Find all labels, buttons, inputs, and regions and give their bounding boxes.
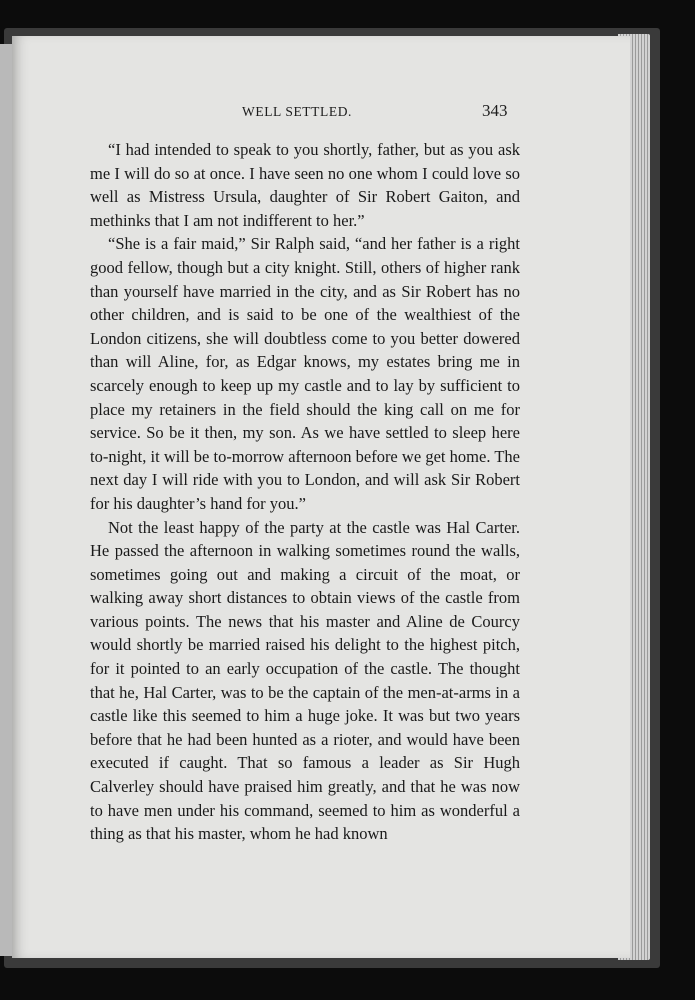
body-text bbox=[90, 138, 520, 846]
page-number: 343 bbox=[482, 101, 508, 120]
running-head bbox=[12, 101, 630, 128]
paragraph: “I had intended to speak to you shortly, father, but as you ask me I will do so at once. I have seen no one whom I could love so well as Mistress Ursula, daughter of Sir Robert Gaiton, and methinks that I am not indifferent to her.” bbox=[90, 140, 520, 230]
running-title: WELL SETTLED. bbox=[242, 104, 353, 119]
book-page bbox=[12, 36, 630, 958]
paragraph: “She is a fair maid,” Sir Ralph said, “and her father is a right good fellow, though but a city knight. Still, others of higher rank than yourself have married in the city, and as Sir Robert has no other children, and is said to be one of the wealthiest of the London citizens, she will doubtless come to you better dowered than will Aline, for, as Edgar knows, my estates bring me in scarcely enough to keep up my castle and to lay by sufficient to place my retainers in the field should the king call on me for service. So be it then, my son. As we have settled to sleep here to-night, it will be to-morrow afternoon before we get home. The next day I will ride with you to London, and will ask Sir Robert for his daughter’s hand for you.” bbox=[90, 234, 520, 513]
paragraph: Not the least happy of the party at the castle was Hal Carter. He passed the afternoon in walking sometimes round the walls, sometimes going out and making a circuit of the moat, or walking away short distances to obtain views of the castle from various points. The news that his master and Aline de Courcy would shortly be married raised his delight to the highest pitch, for it pointed to an early occupation of the castle. The thought that he, Hal Carter, was to be the captain of the men-at-arms in a castle like this seemed to him a huge joke. It was but two years before that he had been hunted as a rioter, and would have been executed if caught. That so famous a leader as Sir Hugh Calverley should have praised him greatly, and that he was now to have men under his command, seemed to him as wonderful a thing as that his master, whom he had known bbox=[90, 517, 520, 844]
